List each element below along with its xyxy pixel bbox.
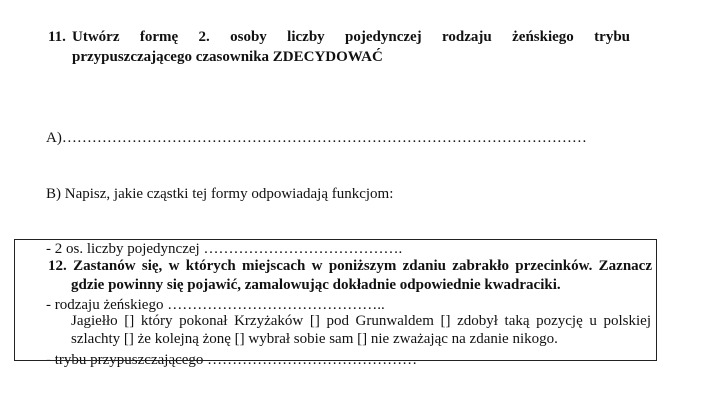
question-11-title-line1 (48, 28, 630, 47)
question-12-sentence (71, 312, 651, 348)
question-11-title-line2: przypuszczającego czasownika ZDECYDOWAĆ (72, 49, 383, 65)
question-12-title-line1 (48, 257, 652, 276)
answer-mood-line[interactable]: - trybu przypuszczającego …………………………………… (46, 352, 418, 368)
question-12-title-text: Zastanów się, w których miejscach w poniższym zdaniu zabrakło przecinków. Zaznacz (73, 258, 652, 274)
answer-person-line[interactable]: - 2 os. liczby pojedynczej …………………………………. (46, 241, 403, 257)
sentence-line2[interactable]: szlachty [] że kolejną żonę [] wybrał sobie sam [] nie zważając na zdanie nikogo. (71, 331, 558, 347)
answer-a-line[interactable]: A)…………………………………………………………………………………………… (46, 130, 587, 146)
question-12-title (48, 257, 652, 295)
question-11 (48, 28, 630, 67)
question-11-title-text: Utwórz formę 2. osoby liczby pojedynczej rodzaju żeńskiego trybu (72, 29, 630, 45)
answer-gender-line[interactable]: - rodzaju żeńskiego …………………………………….. (46, 296, 385, 313)
question-12-number: 12. (48, 258, 67, 274)
part-b-instruction: B) Napisz, jakie cząstki tej formy odpowiadają funkcjom: (46, 185, 394, 202)
question-11-number: 11. (48, 29, 66, 45)
question-12-title-line2: gdzie powinny się pojawić, zamalowując dokładnie odpowiednie kwadraciki. (71, 277, 561, 293)
sentence-line1[interactable]: Jagiełło [] który pokonał Krzyżaków [] pod Grunwaldem [] zdobył taką pozycję u polskiej (71, 313, 651, 329)
question-12-box (14, 239, 657, 361)
